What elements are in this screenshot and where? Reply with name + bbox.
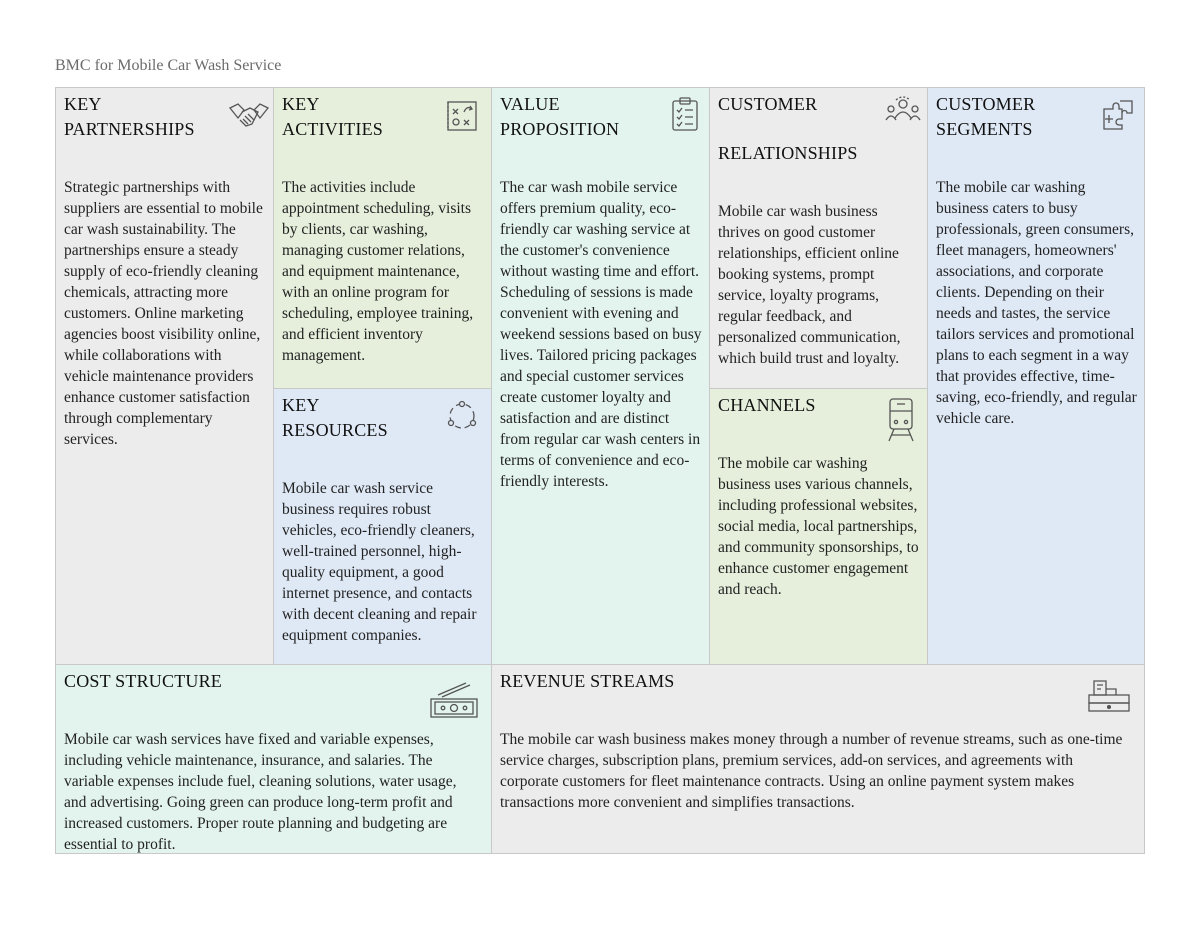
customer-segments-block <box>927 87 1145 665</box>
puzzle-icon <box>1100 97 1136 133</box>
customer-relationships-heading: CUSTOMER RELATIONSHIPS <box>718 94 858 163</box>
customer-relationships-block <box>709 87 928 389</box>
key-partnerships-text: Strategic partnerships with suppliers are essential to mobile car wash sustainability. The partnerships ensure a steady supply of eco-friendly cleaning chemicals, attracting more customers. Online marketing agencies boost visibility online, while collaborations with vehicle maintenance providers enhance customer satisfaction through complementary services. <box>64 179 263 448</box>
strategy-board-icon <box>445 100 479 132</box>
handshake-icon <box>228 100 270 132</box>
customer-segments-text: The mobile car washing business caters to busy professionals, green consumers, fleet managers, homeowners' associations, and corporate clients. Depending on their needs and tastes, the service tailors services and promotional plans to each segment in a way that provides effective, time-saving, eco-friendly, and regular vehicle care. <box>936 179 1137 427</box>
cost-structure-block <box>55 664 492 854</box>
revenue-streams-text: The mobile car wash business makes money through a number of revenue streams, such as one-time service charges, subscription plans, premium services, add-on services, and agreements with corporate customers for fleet maintenance contracts. Using an online payment system makes transactions more convenient and simplifies transactions. <box>500 731 1123 811</box>
people-network-icon <box>885 96 921 124</box>
key-resources-block <box>273 388 492 665</box>
key-partnerships-heading: KEY PARTNERSHIPS <box>64 94 195 139</box>
key-activities-block <box>273 87 492 389</box>
cost-structure-text: Mobile car wash services have fixed and variable expenses, including vehicle maintenance, insurance, and salaries. The variable expenses include fuel, cleaning solutions, water usage, and advertising. Going green can produce long-term profit and increased customers. Proper route planning and budgeting are essential to profit. <box>64 731 457 853</box>
value-proposition-heading: VALUE PROPOSITION <box>500 94 620 139</box>
value-proposition-block <box>491 87 710 665</box>
key-partnerships-block <box>55 87 274 665</box>
business-model-canvas <box>55 87 1145 854</box>
value-proposition-text: The car wash mobile service offers premium quality, eco-friendly car washing service at the customer's convenience without wasting time and effort. Scheduling of sessions is made convenient with evening and weekend sessions based on busy lives. Tailored pricing packages and special customer services create customer loyalty and satisfaction and are distinct from regular car wash centers in terms of convenience and eco-friendly interests. <box>500 179 702 490</box>
document-title: BMC for Mobile Car Wash Service <box>55 57 282 74</box>
revenue-streams-block <box>491 664 1145 854</box>
cash-register-icon <box>1086 675 1132 715</box>
key-activities-text: The activities include appointment scheduling, visits by clients, car washing, managing customer relations, and equipment maintenance, with an online program for scheduling, employee training, and efficient inventory management. <box>282 179 474 364</box>
channels-text: The mobile car washing business uses various channels, including professional websites, social media, local partnerships, and community sponsorships, to enhance customer engagement and reach. <box>718 455 919 598</box>
channels-heading: CHANNELS <box>718 395 816 415</box>
revenue-streams-heading: REVENUE STREAMS <box>500 671 675 691</box>
clipboard-checklist-icon <box>670 96 700 132</box>
cash-icon <box>428 681 480 721</box>
key-resources-text: Mobile car wash service business requires robust vehicles, eco-friendly cleaners, well-trained personnel, high-quality equipment, a good internet presence, and contacts with decent cleaning and repair equipment companies. <box>282 480 477 644</box>
customer-segments-heading: CUSTOMER SEGMENTS <box>936 94 1036 139</box>
channels-block <box>709 388 928 665</box>
cost-structure-heading: COST STRUCTURE <box>64 671 222 691</box>
key-resources-heading: KEY RESOURCES <box>282 395 388 440</box>
cycle-icon <box>444 399 480 433</box>
key-activities-heading: KEY ACTIVITIES <box>282 94 383 139</box>
customer-relationships-text: Mobile car wash business thrives on good customer relationships, efficient online booking systems, prompt service, loyalty programs, regular feedback, and personalized communication, which build trust and loyalty. <box>718 203 901 367</box>
train-icon <box>886 397 916 443</box>
